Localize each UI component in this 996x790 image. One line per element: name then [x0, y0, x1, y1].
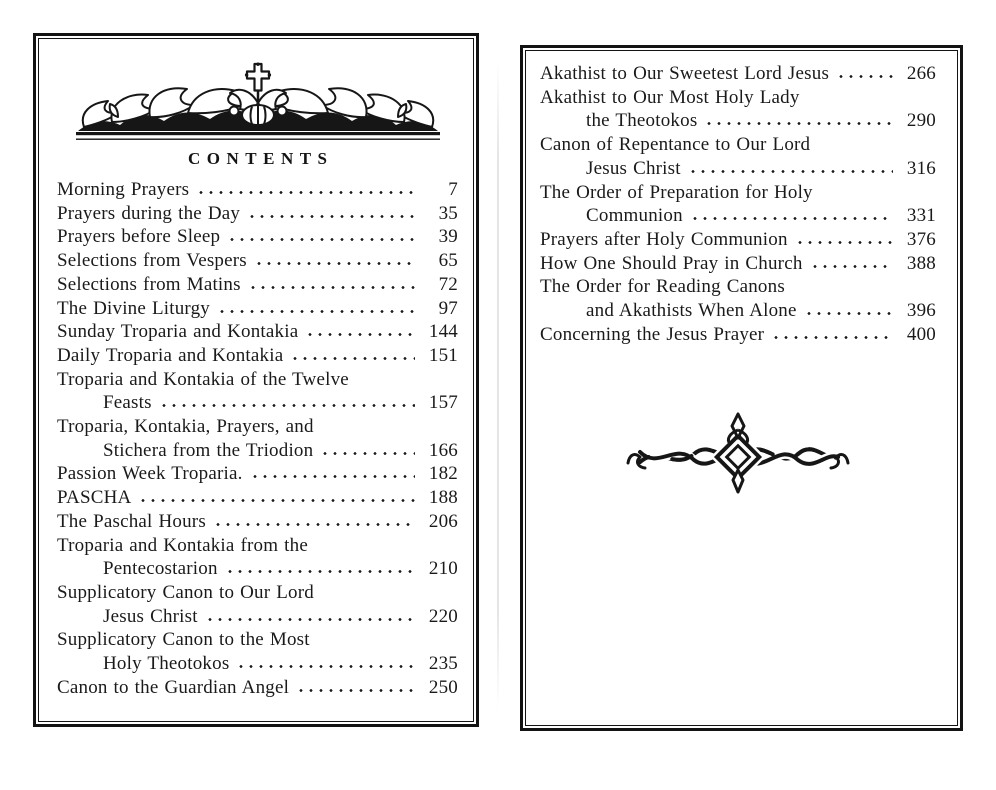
- dot-leader: [225, 237, 415, 242]
- dot-leader: [688, 216, 893, 221]
- toc-entry: [540, 228, 936, 252]
- dot-leader: [834, 74, 893, 79]
- toc-entry: [540, 275, 936, 299]
- dot-leader: [288, 356, 415, 361]
- toc-entry: [57, 415, 458, 439]
- toc-entry: [540, 299, 936, 323]
- toc-entry-title: Selections from Matins: [57, 273, 241, 295]
- toc-entry-page: 331: [906, 205, 936, 227]
- contents-heading: CONTENTS: [187, 149, 334, 168]
- toc-entry: [57, 297, 458, 321]
- dot-leader: [246, 285, 415, 290]
- toc-entry-page: 250: [428, 676, 458, 698]
- toc-entry: [540, 62, 936, 86]
- toc-entry: [540, 86, 936, 110]
- toc-entry: [57, 391, 458, 415]
- toc-entry: [57, 439, 458, 463]
- toc-entry-title: How One Should Pray in Church: [540, 252, 803, 274]
- toc-entry-title: Prayers during the Day: [57, 202, 241, 224]
- dot-leader: [802, 311, 893, 316]
- toc-entry: [57, 557, 458, 581]
- toc-entry-page: 157: [428, 392, 458, 414]
- toc-entry: [57, 320, 458, 344]
- dot-leader: [245, 214, 415, 219]
- dot-leader: [252, 261, 415, 266]
- dot-leader: [318, 451, 415, 456]
- toc-entry-page: 35: [438, 202, 458, 224]
- toc-entry: [57, 202, 458, 226]
- toc-entry-page: 39: [438, 226, 458, 248]
- page-gutter-seam: [497, 60, 499, 710]
- toc-entry-title: Pentecostarion: [103, 558, 218, 580]
- toc-entry: [540, 157, 936, 181]
- toc-entry: [57, 273, 458, 297]
- right-page-inner-border: [525, 50, 958, 726]
- toc-entry-page: 65: [438, 250, 458, 272]
- dot-leader: [294, 688, 415, 693]
- toc-entry-title: Canon of Repentance to Our Lord: [540, 134, 811, 156]
- toc-entry-page: 400: [906, 323, 936, 345]
- toc-entry-title: Jesus Christ: [103, 605, 198, 627]
- toc-entry: [57, 249, 458, 273]
- toc-entry: [57, 676, 458, 700]
- dot-leader: [793, 240, 893, 245]
- toc-entry-title: Feasts: [103, 392, 152, 414]
- toc-entry-title: Troparia, Kontakia, Prayers, and: [57, 416, 314, 438]
- toc-entry: [57, 486, 458, 510]
- dot-leader: [194, 190, 415, 195]
- toc-entry-title: and Akathists When Alone: [586, 300, 797, 322]
- celtic-knot-divider-ornament: [626, 412, 850, 494]
- toc-entry-page: 144: [428, 321, 458, 343]
- toc-entry: [540, 181, 936, 205]
- toc-entry-page: 166: [428, 439, 458, 461]
- toc-entry-page: 72: [438, 273, 458, 295]
- toc-entry-page: 151: [428, 344, 458, 366]
- toc-entry-title: Communion: [586, 205, 683, 227]
- floral-headpiece-cross-ornament: [74, 61, 442, 145]
- right-toc-list: [540, 62, 936, 346]
- toc-entry-title: Akathist to Our Most Holy Lady: [540, 86, 800, 108]
- left-page: [33, 33, 479, 727]
- toc-entry-title: Concerning the Jesus Prayer: [540, 323, 765, 345]
- toc-entry-title: Troparia and Kontakia from the: [57, 534, 308, 556]
- toc-entry-page: 388: [906, 252, 936, 274]
- toc-entry-title: Prayers after Holy Communion: [540, 228, 788, 250]
- toc-entry-title: Akathist to Our Sweetest Lord Jesus: [540, 63, 830, 84]
- toc-entry-page: 396: [906, 300, 936, 322]
- toc-entry-page: 188: [428, 487, 458, 509]
- toc-entry-title: Passion Week Troparia.: [57, 463, 243, 485]
- toc-entry-title: Jesus Christ: [586, 157, 681, 179]
- dot-leader: [769, 335, 893, 340]
- toc-entry: [57, 178, 458, 202]
- toc-entry-page: 7: [448, 179, 458, 200]
- toc-entry-title: The Paschal Hours: [57, 510, 206, 532]
- toc-entry: [540, 109, 936, 133]
- dot-leader: [157, 403, 415, 408]
- toc-entry-page: 266: [906, 63, 936, 84]
- toc-entry: [540, 252, 936, 276]
- toc-entry-title: The Divine Liturgy: [57, 297, 210, 319]
- toc-entry-title: The Order for Reading Canons: [540, 276, 785, 298]
- toc-entry: [57, 581, 458, 605]
- toc-entry-page: 220: [428, 605, 458, 627]
- toc-entry-title: the Theotokos: [586, 110, 698, 132]
- dot-leader: [248, 474, 415, 479]
- toc-entry: [57, 225, 458, 249]
- toc-entry-title: Stichera from the Triodion: [103, 439, 314, 461]
- dot-leader: [702, 121, 893, 126]
- dot-leader: [203, 617, 415, 622]
- toc-entry: [57, 462, 458, 486]
- dot-leader: [808, 264, 893, 269]
- toc-entry: [57, 368, 458, 392]
- toc-entry: [57, 534, 458, 558]
- left-page-inner-border: [38, 38, 474, 722]
- toc-entry-title: Holy Theotokos: [103, 653, 230, 675]
- toc-entry: [57, 510, 458, 534]
- toc-entry-page: 182: [428, 463, 458, 485]
- toc-entry-page: 97: [438, 297, 458, 319]
- toc-entry: [540, 133, 936, 157]
- toc-entry: [540, 204, 936, 228]
- toc-entry-title: Troparia and Kontakia of the Twelve: [57, 368, 349, 390]
- toc-entry-title: Daily Troparia and Kontakia: [57, 344, 284, 366]
- dot-leader: [136, 498, 415, 503]
- toc-entry-title: Prayers before Sleep: [57, 226, 221, 248]
- dot-leader: [686, 169, 893, 174]
- toc-entry-title: Selections from Vespers: [57, 250, 247, 272]
- toc-entry-page: 206: [428, 510, 458, 532]
- toc-entry-page: 235: [428, 653, 458, 675]
- toc-entry: [57, 652, 458, 676]
- toc-entry: [57, 344, 458, 368]
- left-toc-list: [57, 178, 458, 699]
- dot-leader: [234, 664, 415, 669]
- toc-entry-title: Supplicatory Canon to Our Lord: [57, 581, 314, 603]
- toc-entry-title: Morning Prayers: [57, 179, 190, 200]
- toc-entry-page: 210: [428, 558, 458, 580]
- toc-entry-title: Canon to the Guardian Angel: [57, 676, 290, 698]
- toc-entry-page: 290: [906, 110, 936, 132]
- toc-entry-title: PASCHA: [57, 487, 132, 509]
- toc-entry: [57, 605, 458, 629]
- toc-entry-title: Sunday Troparia and Kontakia: [57, 321, 299, 343]
- toc-entry-title: Supplicatory Canon to the Most: [57, 629, 310, 651]
- toc-entry-title: The Order of Preparation for Holy: [540, 181, 813, 203]
- toc-entry-page: 316: [906, 157, 936, 179]
- dot-leader: [215, 309, 415, 314]
- dot-leader: [303, 332, 415, 337]
- toc-entry-page: 376: [906, 228, 936, 250]
- right-page: [520, 45, 963, 731]
- dot-leader: [211, 522, 415, 527]
- toc-entry: [57, 628, 458, 652]
- toc-entry: [540, 323, 936, 347]
- dot-leader: [223, 569, 415, 574]
